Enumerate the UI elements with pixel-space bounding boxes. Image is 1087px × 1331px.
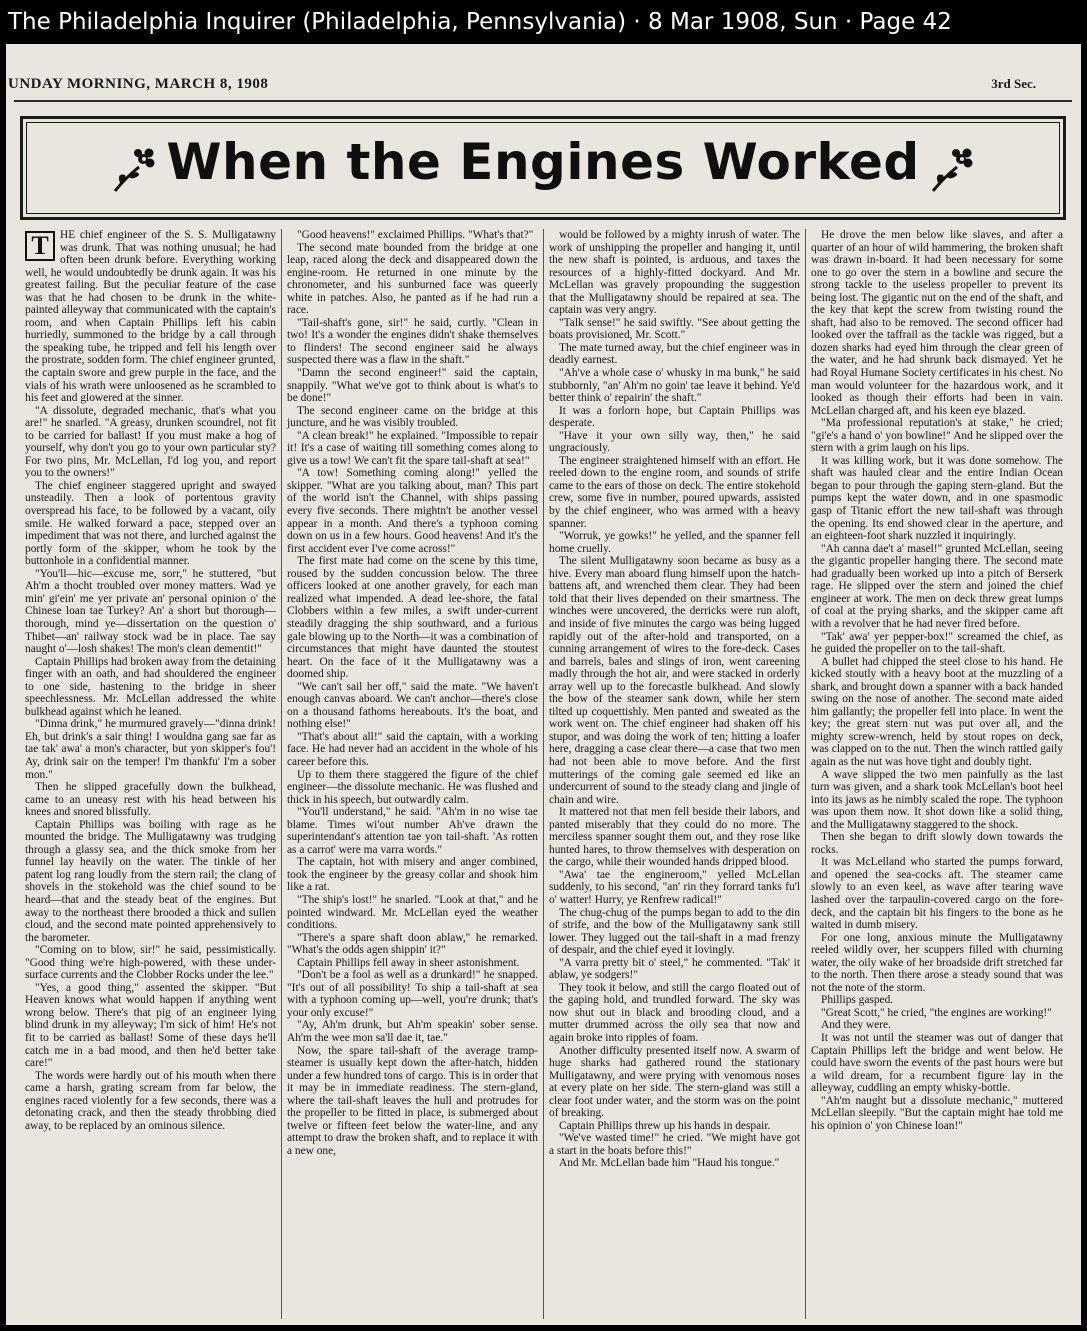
article-paragraph: "The ship's lost!" he snarled. "Look at that," and he pointed windward. Mr. McLellan eyed the weather conditions. <box>287 893 538 932</box>
article-paragraph: It was McLelland who started the pumps forward, and opened the sea-cocks aft. The steamer came slowly to an even keel, as wave after tearing wave lashed over the tarpaulin-covered cargo on the fore-deck, and the captain bit his fingers to the bone as he waited in dumb misery. <box>811 856 1063 932</box>
article-paragraph: They took it below, and still the cargo floated out of the gaping hold, and trundled forward. The sky was now shut out in black and brooding cloud, and a mutter drummed across the oily sea that now and again broke into ripples of foam. <box>549 981 800 1044</box>
article-paragraph: "Good heavens!" exclaimed Phillips. "What's that?" <box>297 229 534 241</box>
article-paragraph: A bullet had chipped the steel close to his hand. He kicked stoutly with a heavy boot at the muzzling of a shark, and brought down a spanner with a back handed swing on the nose of another. The second mate aided him gallantly; the propeller fell into place. In went the key; the great stern nut was put over all, and the mighty screw-wrench, held by stout ropes on deck, was clapped on to the nut. Then the winch rattled gaily again as the nut was hove tight and doubly tight. <box>811 655 1063 768</box>
article-paragraph: The first mate had come on the scene by this time, roused by the sudden concussion below. The three officers looked at one another gravely, for each man realized what impended. A dead lee-shore, the fatal Clobbers within a few miles, a swift under-current steadily dragging the ship southward, and a furious gale blowing up to the North—it was a combination of circumstances that might have daunted the stoutest heart. On the face of it the Mulligatawny was a doomed ship. <box>287 555 538 681</box>
article-paragraph: "You'll understand," he said. "Ah'm in no wise tae blame. Times wi'out number Ah've drawn the superintendant's attention tae yon tail-shaft. 'As rotten as a carrot' were ma varra words." <box>287 806 538 856</box>
article-paragraph: "Ah'm naught but a dissolute mechanic," muttered McLellan sleepily. "But the captain might hae told me his opinion o' yon Chinese loan!" <box>811 1094 1063 1132</box>
article-paragraph: And Mr. McLellan bade him "Haud his tongue." <box>559 1157 780 1170</box>
article-paragraph: "Have it your own silly way, then," he said ungraciously. <box>549 429 800 455</box>
article-paragraph: "A dissolute, degraded mechanic, that's what you are!" he snarled. "A greasy, drunken scoundrel, not fit to be carried for ballast! If you must make a hog of yourself, why don't you go to your own particular sty? For two pins, Mr. McLellan, I'd log you, and report you to the owners!" <box>25 404 276 480</box>
article-paragraph: "There's a spare shaft doon ablaw," he remarked. "What's the odds agen shippin' it?" <box>287 931 538 957</box>
article-paragraph: The captain, hot with misery and anger combined, took the engineer by the greasy collar and shook him like a rat. <box>287 856 538 894</box>
article-paragraph: It mattered not that men fell beside their labors, and panted miserably that they could do no more. The merciless spanner sought them out, and they rose like hunted hares, to throw themselves with desperation on the cargo, while their wounded hands dripped blood. <box>549 806 800 869</box>
running-head <box>6 76 1066 100</box>
article-paragraph <box>25 229 276 405</box>
headline: When the Engines Worked <box>166 133 920 191</box>
article-paragraph: "A tow! Something coming along!" yelled the skipper. "What are you talking about, man? This part of the world isn't the Channel, with ships passing every five seconds. There mightn't be another vessel appear in a month. And there's a typhoon coming down on us in a few hours. Good heavens! And it's the first accident ever I've come across!" <box>287 467 538 555</box>
article-paragraph: Then she began to drift slowly down towards the rocks. <box>811 831 1063 856</box>
article-paragraph: It was not until the steamer was out of danger that Captain Phillips left the bridge and went below. He could have sworn the events of the past hours were but a wild dream, for a recumbent figure lay in the alleyway, cuddling an empty whisky-bottle. <box>811 1032 1063 1095</box>
article-paragraph: Another difficulty presented itself now. A swarm of huge sharks had gathered round the stationary Mulligatawny, and were prying with venomous noses at every plate on her side. The stern-gland was still a clear foot under water, and the storm was on the point of breaking. <box>549 1044 800 1120</box>
article-paragraph: "Tail-shaft's gone, sir!" he said, curtly. "Clean in two! It's a wonder the engines didn't shake themselves to flinders! The second engineer said he always suspected there was a flaw in the shaft." <box>287 316 538 367</box>
article-paragraph: The chug-chug of the pumps began to add to the din of strife, and the bow of the Mulligatawny sank still lower. They lugged out the tail-shaft in a mad frenzy of despair, and the chief eyed it lovingly. <box>549 906 800 957</box>
article-paragraph: "We've wasted time!" he cried. "We might have got a start in the boats before this!" <box>549 1132 800 1157</box>
article-paragraph: The second mate bounded from the bridge at one leap, raced along the deck and disappeared down the engine-room. He returned in one minute by the chronometer, and his sunburned face was queerly white in patches. Also, he panted as if he had run a race. <box>287 241 538 317</box>
article-body <box>20 229 1068 1319</box>
article-paragraph: "Ma professional reputation's at stake," he cried; "gi'e's a hand o' yon bowline!" And he slipped over the stern with a grim laugh on his lips. <box>811 417 1063 455</box>
article-paragraph: It was a forlorn hope, but Captain Phillips was desperate. <box>549 404 800 430</box>
article-column-4 <box>806 229 1068 1319</box>
article-paragraph: The second engineer came on the bridge at this juncture, and he was visibly troubled. <box>287 404 538 430</box>
floral-sprig-icon <box>109 145 159 195</box>
article-paragraph: Captain Phillips threw up his hands in despair. <box>559 1119 771 1132</box>
article-paragraph: "Ah canna dae't a' masel!" grunted McLellan, seeing the gigantic propeller hanging there. The second mate had gradually been worked up into a pitch of Berserk rage. He slipped over the stern and joined the chief engineer at work. The men on deck threw great lumps of coal at the prying sharks, and the skipper came aft with a revolver that he had never fired before. <box>811 542 1063 630</box>
article-paragraph: "Yes, a good thing," assented the skipper. "But Heaven knows what would happen if anything went wrong below. There's that pig of an engineer lying blind drunk in my alleyway; I'm sick of him! He's not fit to be carried as ballast! Some of these days he'll catch me in a bad mood, and then he'd better take care!" <box>25 981 276 1070</box>
article-paragraph: It was killing work, but it was done somehow. The shaft was hauled clear and the entire Indian Ocean began to pour through the gaping stern-gland. But the pumps kept the water down, and in one spasmodic gasp of Titanic effort the new tail-shaft was through the opening. Its end showed clear in the aperture, and an eighteen-foot shark nuzzled it inquiringly. <box>811 454 1063 543</box>
article-paragraph: "That's about all!" said the captain, with a working face. He had never had an accident in the whole of his career before this. <box>287 730 538 768</box>
article-paragraph: "Damn the second engineer!" said the captain, snappily. "What we've got to think about is what's to be done!" <box>287 367 538 405</box>
drop-cap: T <box>25 231 55 261</box>
article-paragraph: "Dinna drink," he murmured gravely—"dinna drink! Eh, but drink's a sair thing! I wouldna gang sae far as tae tak' awa' a mon's character, but yon skipper's fou'! Ay, drink sair on the temper! I'm thankfu' I'm a sober mon." <box>25 718 276 781</box>
article-paragraph: would be followed by a mighty inrush of water. The work of unshipping the propeller and hanging it, until the new shaft is pointed, is arduous, and taxes the resources of a highly-fitted dockyard. And Mr. McLellan was gravely propounding the suggestion that the Mulligatawny should be repaired at sea. The captain was very angry. <box>549 229 800 317</box>
headline-box <box>20 116 1066 220</box>
article-paragraph: "Ay, Ah'm drunk, but Ah'm speakin' sober sense. Ah'm the wee mon sa'll dae it, tae." <box>287 1019 538 1044</box>
article-paragraph: And they were. <box>821 1019 891 1032</box>
article-paragraph: "You'll—hic—excuse me, sorr," he stuttered, "but Ah'm a thocht troubled over money matters. Wad ye min' gi'ein' me yer private an' personal opinion o' the Chinese loan tae Turkey? An' a short but thorough—thorough, mind ye—dissertation on the question o' Thibet—an' railway stock wad be in place. Tae say naught o'—losh shakes! The mon's clean dementit!" <box>25 567 276 656</box>
clipping-caption: The Philadelphia Inquirer (Philadelphia, Pennsylvania) · 8 Mar 1908, Sun · Page 42 <box>0 0 1087 44</box>
article-paragraph: "Coming on to blow, sir!" he said, pessimistically. "Good thing we're high-powered, with these under-surface currents and the Clobber Rocks under the lee." <box>25 944 276 982</box>
article-paragraph: Then he slipped gracefully down the bulkhead, came to an uneasy rest with his head between his knees and snored blissfully. <box>25 781 276 819</box>
article-paragraph: Captain Phillips fell away in sheer astonishment. <box>297 956 520 969</box>
article-paragraph: Phillips gasped. <box>821 994 894 1007</box>
section-label: 3rd Sec. <box>991 76 1036 91</box>
article-paragraph: Captain Phillips was boiling with rage as he mounted the bridge. The Mulligatawny was trudging through a glassy sea, and the thick smoke from her funnel lay heavily on the water. The tinkle of her patent log rang loudly from the stern rail; the clang of shovels in the stokehold was the chief sound to be heard—that and the steady beat of the engines. But away to the northeast there brooded a thick and sullen cloud, and the second mate pointed apprehensively to the barometer. <box>25 818 276 944</box>
header-rule <box>14 100 1072 102</box>
article-paragraph: "We can't sail her off," said the mate. "We haven't enough canvas aboard. We can't anchor—there's close on a thousand fathoms hereabouts. It's the boat, and nothing else!" <box>287 680 538 731</box>
article-paragraph: "Great Scott," he cried, "the engines are working!" <box>821 1006 1052 1019</box>
article-paragraph: The mate turned away, but the chief engineer was in deadly earnest. <box>549 341 800 367</box>
paragraph-text: HE chief engineer of the S. S. Mulligatawny was drunk. That was nothing unusual; he had often been drunk before. Everything working well, he would undoubtedly be drunk again. It was his greatest failing. But the peculiar feature of the case was that he had chosen to be drunk in the white-painted alleyway that communicated with the captain's room, and when Captain Phillips left his cabin hurriedly, summoned to the bridge by a call through the speaking tube, he tripped and fell his length over the prostrate, sodden form. The chief engineer grunted, the captain swore and grew purple in the face, and the vials of his wrath were unloosened as he scrambled to his feet and glowered at the sinner. <box>25 229 276 405</box>
article-paragraph: "Worruk, ye gowks!" he yelled, and the spanner fell home cruelly. <box>549 530 800 555</box>
article-paragraph: For one long, anxious minute the Mulligatawny reeled wildly over, her scuppers filled with churning water, the oily wake of her broadside drift stretched far to the north. Then there arose a steady sound that was not the note of the storm. <box>811 931 1063 994</box>
article-paragraph: The silent Mulligatawny soon became as busy as a hive. Every man aboard flung himself upon the hatch-battens aft, and wrenched them clear. They had been told that their lives depended on their smartness. The winches were uncovered, the derricks were run aloft, and inside of five minutes the cargo was being lugged rapidly out of the after-hold and transported, on a cunning arrangement of wires to the fore-deck. Cases and barrels, bales and slings of iron, went careening madly through the hot air, and were stacked in orderly array well up to the forecastle bulkhead. And slowly the bow of the steamer sank down, while her stern tilted up coquettishly. Men panted and sweated as the work went on. The chief engineer had shaken off his stupor, and was doing the work of ten; hitting a loafer here, dragging a case clear there—a case that two men had not been able to move before. And the first mutterings of the coming gale seemed ed like an undercurrent of sound to the steady clang and jingle of chain and wire. <box>549 555 800 806</box>
article-column-3 <box>544 229 806 1319</box>
article-paragraph: The chief engineer staggered upright and swayed unsteadily. Then a look of portentous gravity overspread his face, to be followed by a vacant, oily smile. He walked forward a pace, stepped over an impediment that was not there, and lurched against the portly form of the skipper, whom he took by the buttonhole in a confidential manner. <box>25 479 276 568</box>
article-column-2 <box>282 229 544 1319</box>
article-paragraph: "Tak' awa' yer pepper-box!" screamed the chief, as he guided the propeller on to the tail-shaft. <box>811 630 1063 656</box>
newspaper-page <box>6 44 1081 1325</box>
article-paragraph: "Awa' tae the engineroom," yelled McLellan suddenly, to his second, "an' rin they forrard tanks fu'l o' watter! Hurry, ye Renfrew radical!" <box>549 868 800 906</box>
article-paragraph: The engineer straightened himself with an effort. He reeled down to the engine room, and sounds of strife came to the ears of those on deck. The entire stokehold crew, some five in number, poured upwards, assisted by the chief engineer, who was armed with a heavy spanner. <box>549 454 800 530</box>
running-head-date: UNDAY MORNING, MARCH 8, 1908 <box>8 76 269 92</box>
article-paragraph: He drove the men below like slaves, and after a quarter of an hour of wild hammering, the broken shaft was drawn in-board. It had been necessary for some one to go over the stern in a bowline and secure the strong tackle to the useless propeller to prevent its being lost. The gigantic nut on the end of the shaft, and the key that kept the screw from twisting round the shaft, had also to be removed. The second officer had looked over the taffrail as the tackle was rigged, but a dozen sharks had eyed him through the clear green of the water, and he had shrunk back dismayed. Yet he had Royal Humane Society certificates in his chest. No man would volunteer for the hazardous work, and it looked as though their efforts had been in vain. McLellan charged aft, and his keen eye blazed. <box>811 229 1063 417</box>
article-paragraph: "Talk sense!" he said swiftly. "See about getting the boats provisioned, Mr. Scott." <box>549 316 800 342</box>
article-paragraph: "A varra pretty bit o' steel," he commented. "Tak' it ablaw, ye sodgers!" <box>549 956 800 982</box>
article-paragraph: The words were hardly out of his mouth when there came a harsh, grating scream from far below, the engines raced violently for a few seconds, there was a detonating crack, and then the steady throbbing died away, to be replaced by an ominous silence. <box>25 1069 276 1132</box>
floral-sprig-icon <box>927 145 977 195</box>
article-column-1 <box>20 229 282 1319</box>
article-paragraph: Up to them there staggered the figure of the chief engineer—the dissolute mechanic. He was flushed and thick in his speech, but outwardly calm. <box>287 768 538 806</box>
article-paragraph: Now, the spare tail-shaft of the average tramp-steamer is usually kept down the after-hatch, hidden under a few hundred tons of cargo. This is in order that it may be in immediate readiness. The stern-gland, where the tail-shaft leaves the hull and protrudes for the propeller to be fitted in place, is submerged about twelve or fifteen feet below the water-line, and any attempt to draw the broken shaft, and to replace it with a new one, <box>287 1044 538 1157</box>
article-paragraph: "A clean break!" he explained. "Impossible to repair it! It's a case of waiting till something comes along to give us a tow! We can't fit the spare tail-shaft at sea!" <box>287 429 538 467</box>
article-paragraph: A wave slipped the two men painfully as the last turn was given, and a shark took McLellan's boot heel into its jaws as he nimbly scaled the rope. The typhoon was upon them now. It shot down like a solid thing, and the Mulligatawny staggered to the shock. <box>811 768 1063 831</box>
article-paragraph: Captain Phillips had broken away from the detaining finger with an oath, and had shouldered the engineer to one side, hastening to the bridge in sheer speechlessness. Mr. McLellan addressed the white bulkhead against which he leaned. <box>25 655 276 718</box>
article-paragraph: "Don't be a fool as well as a drunkard!" he snapped. "It's out of all possibility! To ship a tail-shaft at sea with a typhoon coming up—well, you're drunk; that's your only excuse!" <box>287 969 538 1019</box>
article-paragraph: "Ah've a whole case o' whusky in ma bunk," he said stubbornly, "an' Ah'm no goin' tae leave it behind. Ye'd better think o' repairin' the shaft." <box>549 367 800 405</box>
